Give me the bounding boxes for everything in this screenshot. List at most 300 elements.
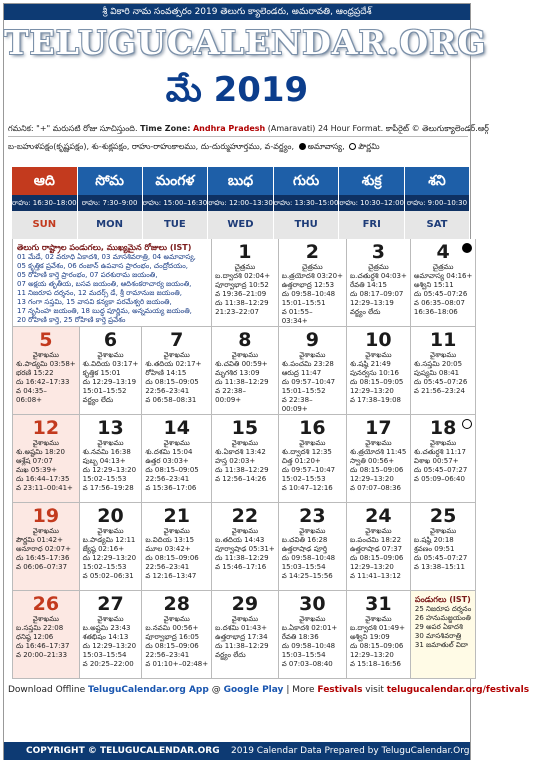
weekday-rahukalam: రాహు: 16:30–18:00 [12,195,77,211]
day-number: 24 [365,505,392,527]
panchang-line: వైశాఖము [365,527,392,535]
weekday-en: FRI [339,211,404,239]
festival-line: 13 గంగా సప్తమి, 15 వాసవి కన్యకా పరమేశ్వరి జయంతి, [17,298,172,306]
panchang-line: వ 23:11–00:41+ [16,484,73,492]
day-number: 29 [231,593,259,615]
new-moon-label: అమావాస్య [307,142,343,151]
credit-text: 2019 Calendar Data Prepared by TeluguCalendar.Org Astrology Team [231,746,541,756]
panchang-line: ఉత్తరాభాద్ర 12:53 [281,281,335,289]
panchang-line: దు 08:15–09:06 [349,466,404,474]
full-moon-label: పౌర్ణమి [358,142,380,151]
panchang-line: దు 09:58–10:48 [281,290,336,298]
day-cell-19[interactable] [13,503,80,591]
panchang-line: 15:01–15:51 [281,299,326,307]
panchang-line: వ 22:38– [281,396,313,404]
day-number: 11 [429,329,457,351]
panchang-line: 15:03–15:54 [281,563,326,571]
panchang-line: వైశాఖము [429,351,457,359]
panchang-line: శు.ద్వాదశి 12:35 [281,448,332,456]
day-cell-12[interactable] [13,415,80,503]
panchang-line: 15:02–15:53 [82,563,127,571]
panchang-line: పుష్యమి 08:41 [413,369,460,377]
panchang-line: శు.పాడ్యమి 03:58+ [16,360,76,368]
panchang-line: వ 07:07–08:36 [349,484,401,492]
weekday-4 [274,167,340,239]
panchang-line: పౌర్ణమి 01:42+ [16,536,63,544]
day-cell-27[interactable] [80,591,143,679]
panchang-line: 16:36–18:06 [413,308,458,316]
weekday-te: బుధ [208,167,273,195]
panchang-line: బ.త్రయోదశి 03:20+ [281,272,343,280]
day-number: 3 [371,241,386,263]
panchang-line: దు 16:44–17:35 [16,475,70,483]
panchang-line: బ.దశమి 01:43+ [215,624,268,632]
panchang-line: 21:23–22:07 [215,308,259,316]
panchang-line: బ.అష్టమి 23:43 [82,624,131,632]
at-text: @ [211,685,221,695]
panchang-line: వైశాఖము [231,527,259,535]
panchang-line: వ 22:38– [215,387,246,395]
festival-line: 07 అక్షయ తృతీయ, బసవ జయంతి, ఆదిశంకరాచార్య జయంతి, [17,280,192,288]
day-cell-17[interactable] [347,415,411,503]
day-number: 14 [163,417,190,439]
panchang-line: 15:01–15:52 [82,387,127,395]
weekday-en: SUN [12,211,77,239]
panchang-line: మృగశిర 13:09 [215,369,260,377]
panchang-line: బ.చతుర్దశి 04:03+ [349,272,407,280]
panchang-line: 00:09+ [215,396,242,404]
day-cell-22[interactable] [212,503,279,591]
panchang-line: పూర్వాషాఢ 05:31+ [215,545,275,553]
day-number: 26 [32,593,60,615]
timezone-notice [8,121,489,137]
day-cell-13[interactable] [80,415,143,503]
weekday-rahukalam: రాహు: 9:00–10:30 [405,195,469,211]
tz-location: Andhra Pradesh [192,124,266,133]
panchang-line: శు.విదియ 03:17+ [82,360,139,368]
panchang-line: శతభిషం 14:13 [82,633,129,641]
side-festival-line: 29 అపర ఏకాదశి [414,623,463,631]
panchang-line: హస్త 02:03+ [215,457,256,465]
panchang-line: దు 08:15–09:06 [349,642,404,650]
panchang-line: వైశాఖము [429,439,457,447]
panchang-line: ఉత్తర 03:03+ [145,457,189,465]
site-title: TELUGUCALENDAR.ORG [4,23,487,62]
panchang-line: ఉత్తరాషాఢ పూర్తి [281,545,328,553]
panchang-line: వైశాఖము [365,351,392,359]
panchang-line: వైశాఖము [163,439,190,447]
month-title: మే 2019 [165,70,309,110]
panchang-line: చైత్రము [368,263,389,271]
panchang-line: శు.నవమి 16:38 [82,448,131,456]
panchang-line: వ 12:56–14:26 [215,475,267,483]
panchang-line: 15:02–15:53 [82,475,127,483]
panchang-line: వైశాఖము [365,615,392,623]
panchang-line: దు 12:29–13:19 [82,378,137,386]
panchang-line: ధనిష్ఠ 12:06 [16,633,54,641]
panchang-line: వ 07:03–08:40 [281,660,333,668]
panchang-line: శు.సప్తమి 20:05 [413,360,463,368]
day-number: 22 [231,505,259,527]
day-number: 25 [429,505,457,527]
panchang-line: ఆశ్లేష 07:07 [16,457,53,465]
panchang-line: జ్యేష్ఠ 02:16+ [82,545,125,553]
day-cell-6[interactable] [80,327,143,415]
panchang-line: వ 05:02–06:31 [82,572,134,580]
panchang-line: బ.పాడ్యమి 12:11 [82,536,136,544]
panchang-line: 15:03–15:54 [82,651,127,659]
panchang-line: వైశాఖము [299,439,326,447]
festival-line: 17 నృసింహ జయంతి, 18 బుద్ధ పూర్ణిమ, అన్నమయ్య జయంతి, [17,307,192,315]
day-number: 16 [299,417,326,439]
festival-line: 20 రోహిణి కార్తె, 25 రోహిణి కార్తె ప్రవేశం [17,316,126,324]
panchang-line: వ 20:00–21:33 [16,651,68,659]
weekday-en: TUE [143,211,208,239]
panchang-line: వైశాఖము [97,615,124,623]
panchang-line: బ.నవమి 00:56+ [145,624,199,632]
weekday-6 [405,167,470,239]
festival-lines [17,253,207,325]
weekday-rahukalam: రాహు: 10:30–12:00 [339,195,404,211]
panchang-line: వ 21:56–23:24 [413,387,465,395]
samvatsaram-banner: శ్రీ వికారి నామ సంవత్సరం 2019 తెలుగు క్యాలెండరు, అమరావతి, ఆంధ్రప్రదేశ్ [4,4,470,20]
download-text: Download Offline [8,685,86,695]
day-number: 20 [97,505,124,527]
day-number: 30 [299,593,326,615]
weeks-grid [12,239,473,679]
month-grid [12,167,473,679]
panchang-line: దు 12:29–13:20 [82,642,137,650]
panchang-line: దు 11:38–12:29 [215,378,269,386]
day-cell-1[interactable] [212,239,279,327]
festivals-link[interactable]: Festivals [317,685,363,695]
festivals-box [13,239,212,327]
panchang-line: పూర్వాభాద్ర 16:05 [145,633,200,641]
panchang-line: వైశాఖము [299,351,326,359]
day-number: 4 [436,241,450,263]
panchang-line: వర్జ్యం లేదు [215,651,246,659]
weekday-en: WED [208,211,273,239]
abbreviation-legend: బ-బహుళపక్షం(కృష్ణపక్షం), శు-శుక్లపక్షం, రాహు-రాహుకాలము, దు-దుర్ముహూర్తము, వ-వర్జ్యం, అమావాస్య, పౌర్ణమి [8,142,380,151]
panchang-line: అనూరాధ 02:07+ [16,545,71,553]
panchang-line: బ.విదియ 13:15 [145,536,195,544]
weekday-te: గురు [274,167,339,195]
panchang-line: శు.తదియ 02:17+ [145,360,202,368]
panchang-line: శు.త్రయోదశి 11:45 [349,448,407,456]
tz-rest: (Amaravati) 24 Hour Format. కాపీరైట్ © తెలుగుక్యాలెండర్.ఆర్గ్ [267,124,489,133]
panchang-line: ఉత్తరాషాఢ 07:37 [349,545,403,553]
panchang-line: వ 10:47–12:16 [281,484,333,492]
panchang-line: చిత్త 01:20+ [281,457,321,465]
panchang-line: దు 11:38–12:29 [215,466,269,474]
notice-prefix: గమనిక: "+" మరుసటి రోజు సూచిస్తుంది. [8,124,138,133]
day-number: 23 [299,505,326,527]
panchang-line: రేవతి 18:36 [281,633,319,641]
tz-label: Time Zone: [140,124,191,133]
panchang-line: వైశాఖము [97,527,124,535]
panchang-line: వైశాఖము [299,615,326,623]
panchang-line: వ 17:56–19:28 [82,484,134,492]
day-number: 9 [305,329,319,351]
panchang-line: శు.చవితి 00:59+ [215,360,268,368]
full-moon-icon [349,143,356,150]
festival-line: 05 రోహిణి కార్తె ప్రారంభం, 07 పరశురామ జయంతి, [17,271,158,279]
weekday-en: MON [78,211,142,239]
day-cell-5[interactable] [13,327,80,415]
panchang-line: దు 08:15–09:06 [349,554,404,562]
panchang-line: వైశాఖము [231,351,259,359]
panchang-line: వ 15:18–16:56 [349,660,401,668]
day-number: 27 [97,593,124,615]
panchang-line: 12:29–13:20 [349,651,394,659]
panchang-line: వ 11:41–13:12 [349,572,401,580]
weekday-0 [12,167,78,239]
panchang-line: దు 16:46–17:37 [16,642,70,650]
panchang-line: దు 09:57–10:47 [281,378,336,386]
day-number: 12 [32,417,60,439]
day-number: 19 [32,505,60,527]
weekday-5 [339,167,405,239]
panchang-line: దు 16:45–17:36 [16,554,70,562]
festival-line: 11 నిజరూప దర్శనం, 12 మదర్స్ డే, శ్రీ రామానుజ జయంతి, [17,289,182,297]
day-cell-23[interactable] [279,503,347,591]
panchang-line: దు 11:38–12:29 [215,642,269,650]
festivals-heading: తెలుగు రాష్ట్రాల పండుగలు, ముఖ్యమైన రోజులు (IST) [17,243,192,252]
panchang-line: దు 08:15–09:05 [145,466,199,474]
panchang-line: దు 05:45–07:26 [413,378,468,386]
new-moon-icon [299,143,306,150]
panchang-line: 06:08+ [16,396,43,404]
weekday-rahukalam: రాహు: 7:30–9:00 [78,195,142,211]
panchang-line: వ 15:36–17:06 [145,484,197,492]
panchang-line: వ 04:35– [16,387,47,395]
panchang-line: దు 08:15–09:05 [145,378,199,386]
panchang-line: వ 06:06–07:37 [16,563,68,571]
panchang-line: వ 20:25–22:00 [82,660,134,668]
day-number: 6 [103,329,118,351]
panchang-line: బ.ఏకాదశి 02:01+ [281,624,338,632]
panchang-line: చైత్రము [302,263,323,271]
day-cell-31[interactable] [347,591,411,679]
panchang-line: 22:56–23:41 [145,475,190,483]
side-festival-line: 26 హనుమజ్జయంతి [414,614,471,622]
day-cell-21[interactable] [142,503,212,591]
panchang-line: శు.పంచమి 23:28 [281,360,334,368]
panchang-line: వైశాఖము [299,527,326,535]
panchang-line: వ 17:38–19:08 [349,396,401,404]
panchang-line: శు.షష్ఠి 21:49 [349,360,391,368]
google-play-link[interactable]: Google Play [223,685,284,695]
panchang-line: దు 12:29–13:20 [82,466,137,474]
side-festival-line: 25 నిజరూప దర్శనం [414,605,472,613]
panchang-line: బ.చవితి 16:28 [281,536,328,544]
weekday-rahukalam: రాహు: 15:00–16:30 [143,195,208,211]
panchang-line: దు 08:15–09:06 [145,554,199,562]
side-festival-line: 30 మాసశివరాత్రి [414,632,462,640]
panchang-line: వైశాఖము [97,351,124,359]
day-number: 5 [39,329,53,351]
day-cell-7[interactable] [142,327,212,415]
panchang-line: వైశాఖము [32,615,59,623]
panchang-line: వైశాఖము [163,615,190,623]
panchang-line: విశాఖ 00:57+ [413,457,459,465]
panchang-line: దు 11:38–12:29 [215,554,269,562]
weekday-2 [143,167,209,239]
day-number: 1 [238,241,252,263]
panchang-line: వైశాఖము [365,439,392,447]
panchang-line: దు 05:45–07:27 [413,554,468,562]
panchang-line: వైశాఖము [32,439,59,447]
panchang-line: 03:34+ [281,317,308,325]
panchang-line: వ 14:25–15:56 [281,572,333,580]
panchang-line: బ.తదియ 14:43 [215,536,265,544]
day-number: 7 [170,329,184,351]
panchang-line: 12:29–13:19 [349,299,394,307]
panchang-line: వైశాఖము [231,439,259,447]
panchang-line: బ.ద్వాదశి 02:04+ [215,272,271,280]
day-cell-2[interactable] [279,239,347,327]
day-cell-11[interactable] [411,327,476,415]
weekday-te: మంగళ [143,167,208,195]
more-text: | More [286,685,315,695]
panchang-line: వర్జ్యం లేదు [82,396,114,404]
panchang-line: బ.షష్ఠి 20:18 [413,536,454,544]
copyright-text: COPYRIGHT © TELUGUCALENDAR.ORG [26,746,220,756]
day-cell-24[interactable] [347,503,411,591]
day-cell-16[interactable] [279,415,347,503]
day-cell-25[interactable] [411,503,476,591]
panchang-line: బ.పంచమి 18:22 [349,536,402,544]
festival-line: 01 మేడే, 02 వరూధి ఏకాదశి, 03 మాసశివరాత్రి, 04 అమావాస్య, [17,253,196,261]
panchang-line: పునర్వసు 10:16 [349,369,399,377]
panchang-line: దు 09:58–10:48 [281,554,336,562]
panchang-line: చైత్రము [234,263,256,271]
panchang-line: 12:29–13:20 [349,563,394,571]
day-cell-10[interactable] [347,327,411,415]
panchang-line: ఆరుద్ర 11:47 [281,369,322,377]
day-number: 15 [231,417,259,439]
panchang-line: 15:01–15:52 [281,387,326,395]
app-link[interactable]: TeluguCalendar.org App [88,685,209,695]
panchang-line: 12:29–13:20 [349,387,394,395]
panchang-line: అశ్విని 15:11 [413,281,454,289]
panchang-line: వ 19:36–21:09 [215,290,267,298]
panchang-line: మఖ 05:39+ [16,466,57,474]
panchang-line: శు.ఏకాదశి 13:42 [215,448,266,456]
festivals-url-link[interactable]: telugucalendar.org/festivals [386,685,530,695]
weekday-en: THU [274,211,339,239]
panchang-line: వ 15:46–17:16 [215,563,267,571]
weekday-1 [78,167,143,239]
day-cell-9[interactable] [279,327,347,415]
day-cell-4[interactable] [411,239,476,327]
weekday-te: శని [405,167,469,195]
panchang-line: వైశాఖము [97,439,124,447]
panchang-line: చైత్రము [432,263,454,271]
weekday-header [12,167,470,239]
panchang-line: వైశాఖము [32,527,59,535]
day-cell-20[interactable] [80,503,143,591]
panchang-line: దు 09:57–10:47 [281,466,336,474]
day-cell-28[interactable] [142,591,212,679]
panchang-line: స్వాతి 00:56+ [349,457,395,465]
panchang-line: 22:56–23:41 [145,563,190,571]
panchang-line: శు.అష్టమి 18:20 [16,448,65,456]
panchang-line: 15:02–15:53 [281,475,326,483]
panchang-line: శ్రవణం 09:51 [413,545,455,553]
panchang-line: దు 08:15–09:05 [349,378,404,386]
copyright-bar [4,742,541,760]
panchang-line: రోహిణి 14:15 [145,369,187,377]
panchang-line: దు 11:38–12:29 [215,299,269,307]
day-cell-15[interactable] [212,415,279,503]
panchang-line: మూల 03:42+ [145,545,191,553]
panchang-line: రేవతి 14:15 [349,281,387,289]
panchang-line: అమావాస్య 04:16+ [413,272,473,280]
panchang-line: 22:56–23:41 [145,651,190,659]
side-festival-line: 31 జమాతుల్ విదా [414,641,469,649]
day-number: 8 [238,329,252,351]
panchang-line: వ 12:16–13:47 [145,572,197,580]
day-number: 13 [97,417,124,439]
festival-line: 05 కృత్తిక ప్రవేశం, 06 రంజాన్ ఉపవాస ప్రారంభం, చంద్రోదయం, [17,262,188,270]
visit-text: visit [365,685,384,695]
day-cell-30[interactable] [279,591,347,679]
panchang-line: దు 05:45–07:27 [413,466,468,474]
panchang-line: దు 16:42–17:33 [16,378,70,386]
day-number: 2 [305,241,319,263]
panchang-line: దు 08:17–09:07 [349,290,404,298]
panchang-line: దు 12:29–13:20 [82,554,137,562]
day-cell-8[interactable] [212,327,279,415]
day-number: 10 [365,329,392,351]
panchang-line: అశ్విని 19:09 [349,633,390,641]
panchang-line: 15:03–15:54 [281,651,326,659]
weekday-te: శుక్ర [339,167,404,195]
panchang-line: వైశాఖము [231,615,259,623]
day-cell-14[interactable] [142,415,212,503]
panchang-line: శు.చతుర్దశి 11:17 [413,448,466,456]
panchang-line: వైశాఖము [32,351,59,359]
panchang-line: ఉత్తరాభాద్ర 17:34 [215,633,268,641]
panchang-line: వ 13:38–15:11 [413,563,465,571]
panchang-line: వైశాఖము [163,527,190,535]
panchang-line: బ.సప్తమి 22:08 [16,624,64,632]
panchang-line: వైశాఖము [429,527,457,535]
download-bar [8,681,530,699]
panchang-line: భరణి 15:22 [16,369,54,377]
panchang-line: పూర్వాభాద్ర 10:52 [215,281,269,289]
day-cell-3[interactable] [347,239,411,327]
weekday-en: SAT [405,211,469,239]
panchang-line: వ 06:58–08:31 [145,396,197,404]
panchang-line: 00:09+ [281,405,308,413]
weekday-3 [208,167,274,239]
panchang-line: వ 05:09–06:40 [413,475,465,483]
day-number: 17 [365,417,392,439]
day-cell-26[interactable] [13,591,80,679]
day-cell-18[interactable] [411,415,476,503]
panchang-line: దు 08:15–09:06 [145,642,199,650]
panchang-line: వర్జ్యం లేదు [349,308,381,316]
panchang-line: వైశాఖము [163,351,190,359]
panchang-line: వ 01:55– [281,308,313,316]
day-number: 31 [365,593,392,615]
panchang-line: దు 05:45–07:26 [413,290,468,298]
panchang-line: వ 01:10+–02:48+ [145,660,209,668]
panchang-line: కృత్తిక 15:01 [82,369,121,377]
day-cell-29[interactable] [212,591,279,679]
